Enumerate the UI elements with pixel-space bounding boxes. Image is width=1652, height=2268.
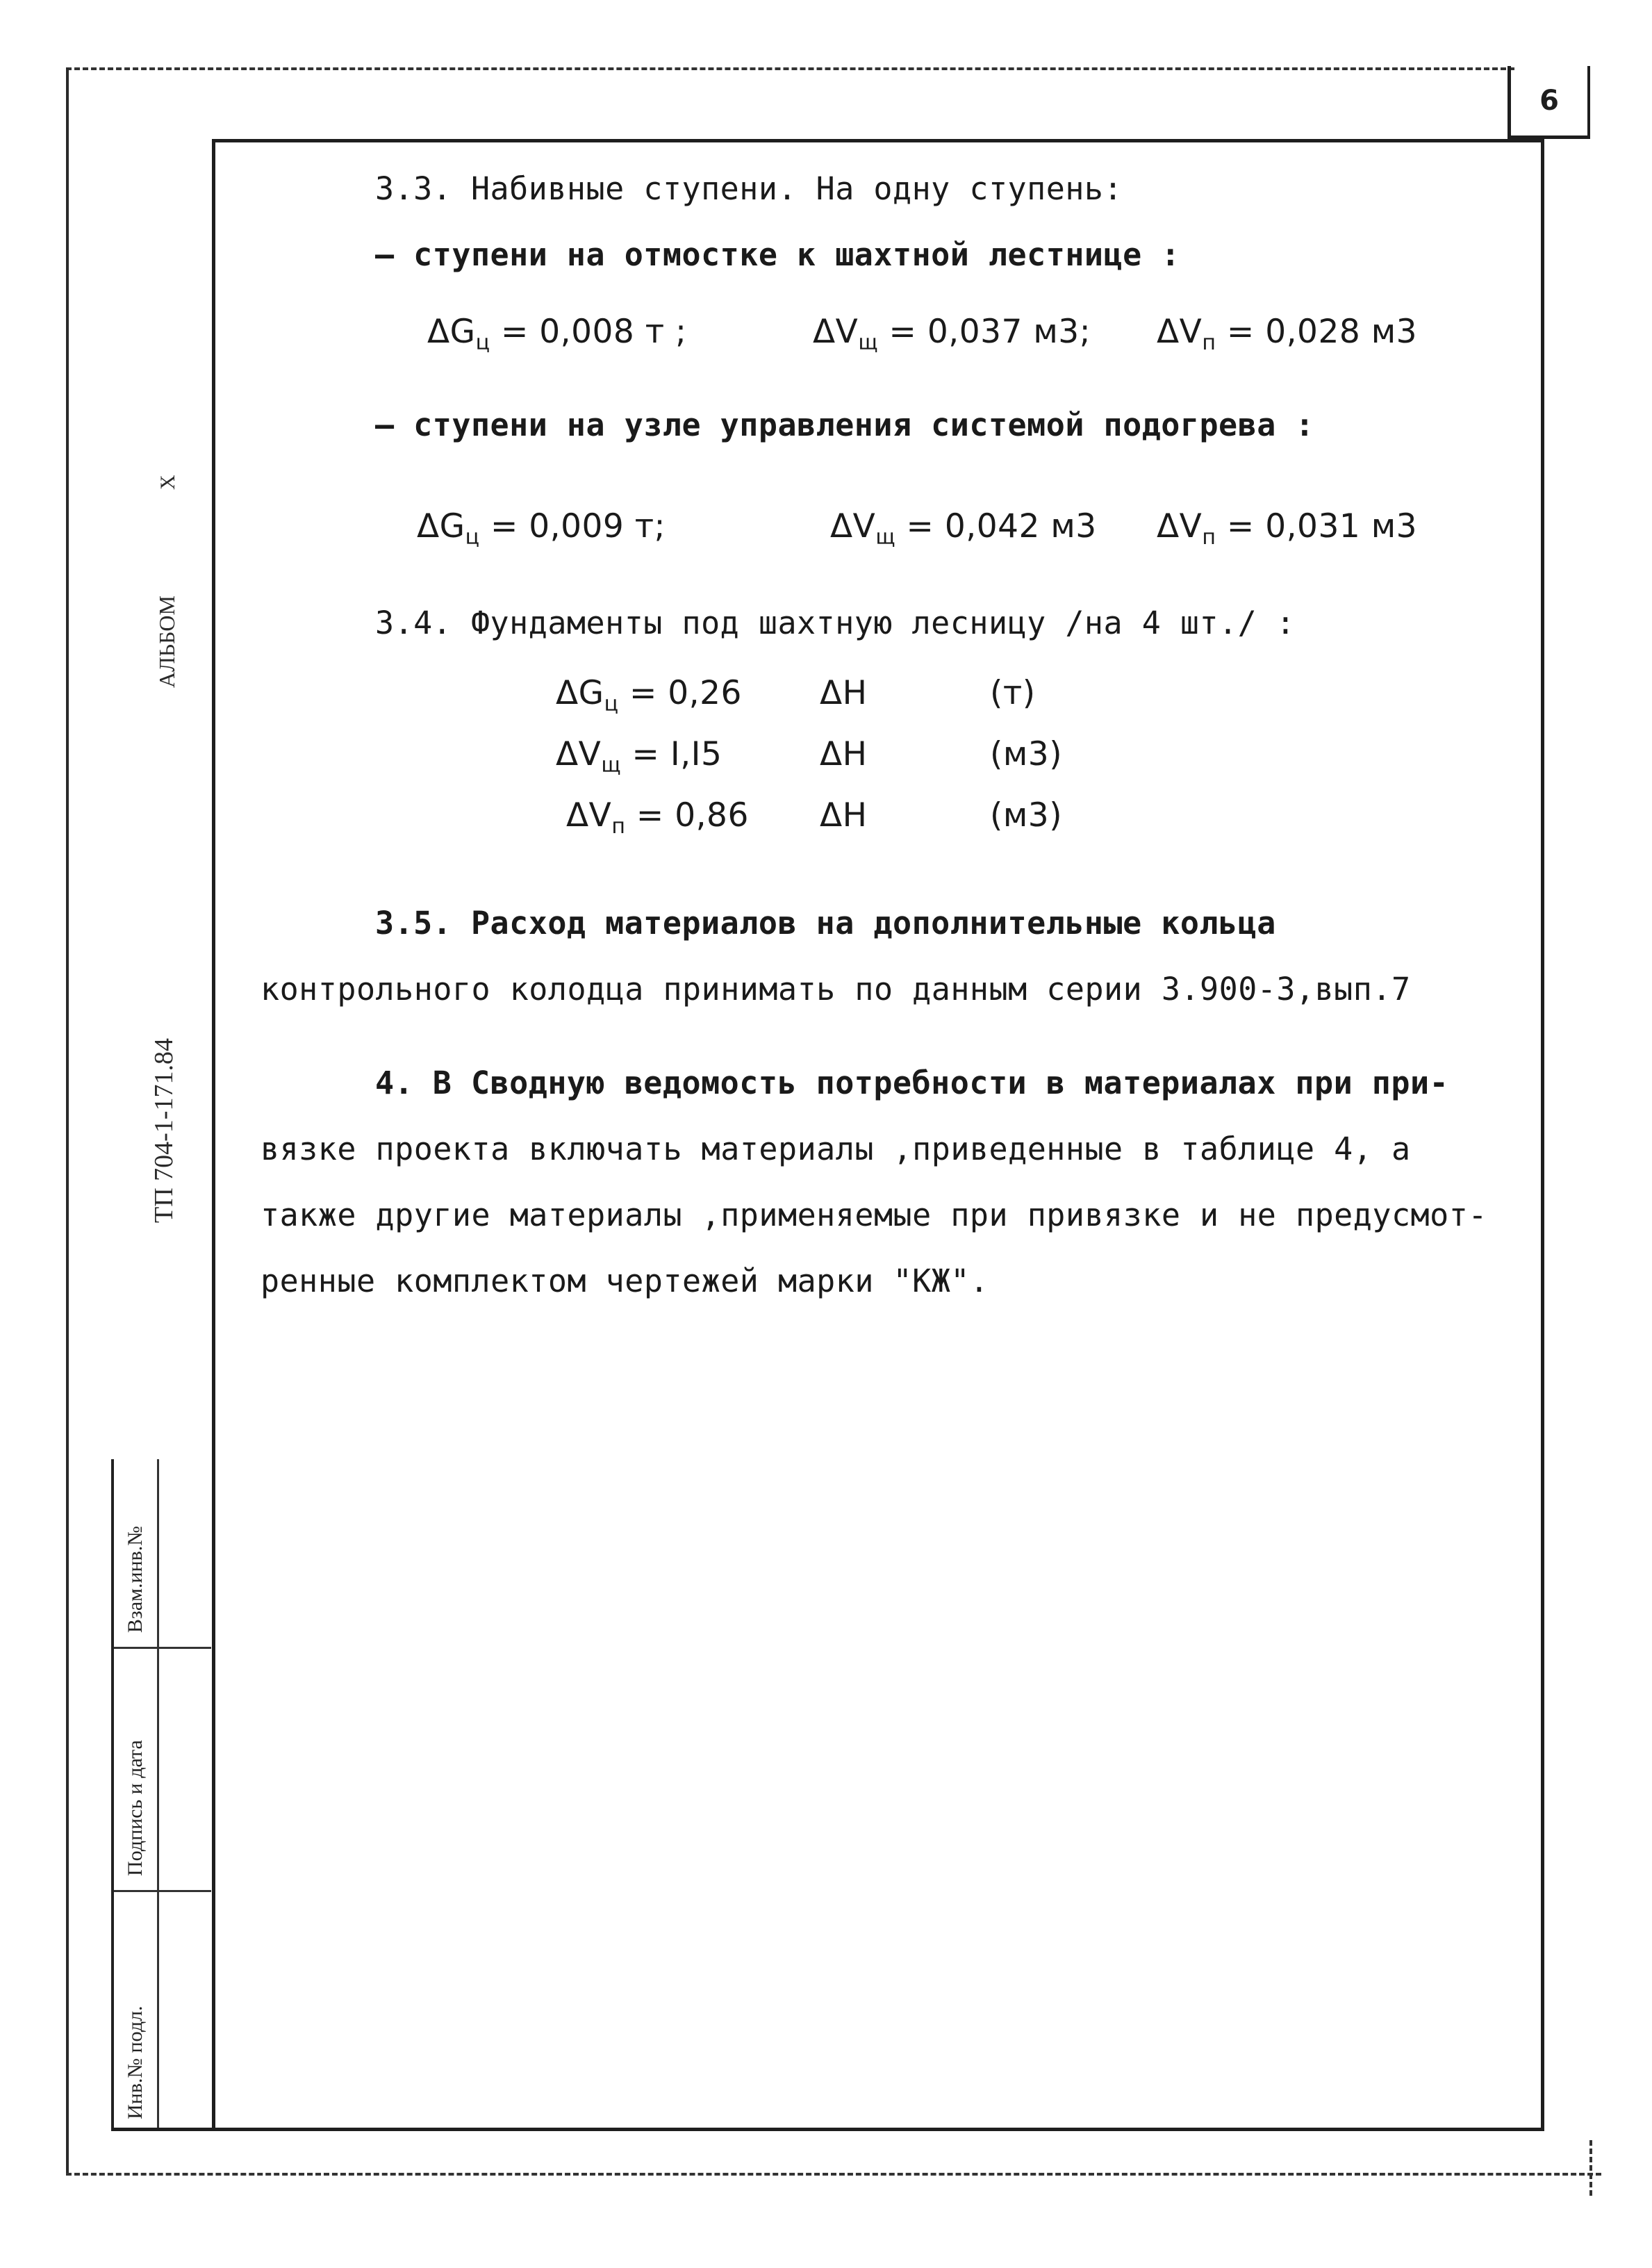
section-4-line-2: вязке проекта включать материалы ,приведенные в таблице 4, а	[261, 1131, 1411, 1167]
section-4-line-3: также другие материалы ,применяемые при привязке и не предусмот-	[261, 1197, 1487, 1233]
stamp-divider	[157, 1459, 159, 2128]
stamp-inv-no: Инв.№ подл.	[124, 2005, 147, 2119]
formula-dg-uzel: $\Delta G_ц = 0,009$ т;	[417, 507, 666, 550]
section-3-5-line-1: 3.5. Расход материалов на дополнительные кольца	[375, 905, 1276, 942]
stamp-divider	[114, 1647, 211, 1649]
page-number: 6	[1508, 66, 1590, 139]
section-4-line-1: 4. В Сводную ведомость потребности в материалах при при-	[375, 1065, 1449, 1101]
sheet-border-top	[66, 67, 1514, 70]
formula-dvp-uzel: $\Delta V_п = 0,031$ м3	[1157, 507, 1418, 550]
foundation-row-dvsh: $\Delta V_щ = I,I5$	[556, 735, 722, 778]
foundation-row-dg: $\Delta G_ц = 0,26$	[556, 674, 742, 716]
document-code: ТП 704-1-171.84	[149, 1038, 179, 1223]
section-3-3-item-1: – ступени на отмостке к шахтной лестнице :	[375, 236, 1180, 273]
foundation-row-dg-factor: ΔH	[820, 674, 868, 712]
frame-border-bottom	[111, 2128, 1544, 2131]
section-4-line-4: ренные комплектом чертежей марки "КЖ".	[261, 1263, 989, 1299]
frame-border-left	[212, 139, 215, 2130]
sheet-border-left	[66, 67, 69, 2173]
stamp-signature-date: Подпись и дата	[124, 1740, 147, 1876]
frame-border-right	[1541, 139, 1544, 2130]
formula-dvsh-otmostka: $\Delta V_щ = 0,037$ м3;	[813, 313, 1091, 355]
stamp-replaces-inv: Взам.инв.№	[124, 1525, 147, 1633]
stamp-divider	[114, 1890, 211, 1892]
formula-dvsh-uzel: $\Delta V_щ = 0,042$ м3	[830, 507, 1097, 550]
album-label: АЛЬБОМ	[154, 595, 179, 688]
section-3-3-item-2: – ступени на узле управления системой подогрева :	[375, 406, 1315, 443]
section-3-4-heading: 3.4. Фундаменты под шахтную лесницу /на 4 шт./ :	[375, 605, 1296, 641]
foundation-row-dvp: $\Delta V_п = 0,86$	[566, 796, 749, 839]
approval-stamp	[111, 1459, 211, 2128]
foundation-row-dvp-unit: (м3)	[990, 796, 1063, 835]
sheet-border-bottom	[66, 2173, 1601, 2176]
foundation-row-dvsh-unit: (м3)	[990, 735, 1063, 773]
foundation-row-dvsh-factor: ΔH	[820, 735, 868, 773]
frame-border-top	[212, 139, 1544, 142]
formula-dvp-otmostka: $\Delta V_п = 0,028$ м3	[1157, 313, 1418, 355]
foundation-row-dg-unit: (т)	[990, 674, 1036, 712]
formula-dg-otmostka: $\Delta G_ц = 0,008$ т ;	[427, 313, 687, 355]
section-3-5-line-2: контрольного колодца принимать по данным серии 3.900-3,вып.7	[261, 971, 1411, 1008]
section-3-3-heading: 3.3. Набивные ступени. На одну ступень:	[375, 170, 1123, 207]
sheet-border-right-stub	[1589, 2140, 1592, 2196]
foundation-row-dvp-factor: ΔH	[820, 796, 868, 835]
album-number: X	[156, 475, 179, 490]
